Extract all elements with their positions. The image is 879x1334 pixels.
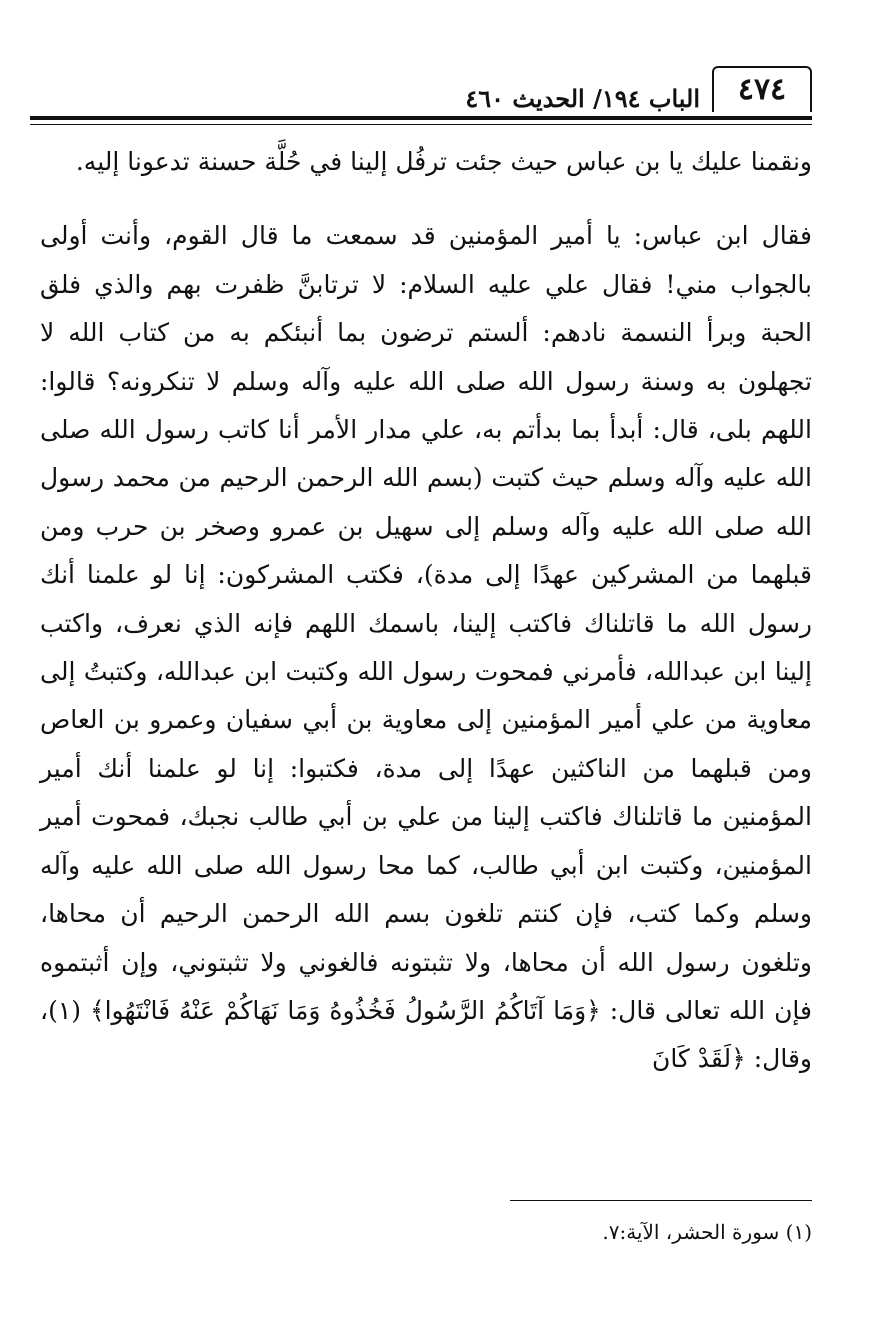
header-rule-thin: [30, 124, 812, 125]
header-rule-thick: [30, 116, 812, 120]
running-title: الباب ١٩٤/ الحديث ٤٦٠: [465, 84, 700, 113]
footnote-rule: [510, 1200, 812, 1201]
footnote: (١) سورة الحشر، الآية:٧.: [602, 1220, 812, 1244]
body-text: [40, 138, 812, 1084]
page-header: [30, 58, 812, 116]
page-number: ٤٧٤: [712, 66, 812, 112]
paragraph-2: فقال ابن عباس: يا أمير المؤمنين قد سمعت ما قال القوم، وأنت أولى بالجواب مني! فقال علي عليه السلام: لا ترتابنَّ ظفرت بهم والذي فلق الحبة وبرأ النسمة نادهم: ألستم ترضون بما أنبئكم به من كتاب الله لا تجهلون به وسنة رسول الله صلى الله عليه وآله وسلم لا تنكرونه؟ قالوا: اللهم بلى، قال: أبدأ بما بدأتم به، علي مدار الأمر أنا كاتب رسول الله صلى الله عليه وآله وسلم حيث كتبت (بسم الله الرحمن الرحيم من محمد رسول الله صلى الله عليه وآله وسلم إلى سهيل بن عمرو وصخر بن حرب ومن قبلهما من المشركين عهدًا إلى مدة)، فكتب المشركون: إنا لو علمنا أنك رسول الله ما قاتلناك فاكتب إلينا، باسمك اللهم فإنه الذي نعرف، واكتب إلينا ابن عبدالله، فأمرني فمحوت رسول الله وكتبت ابن عبدالله، وكتبتُ إلى معاوية من علي أمير المؤمنين إلى معاوية بن أبي سفيان وعمرو بن العاص ومن قبلهما من الناكثين عهدًا إلى مدة، فكتبوا: إنا لو علمنا أنك أمير المؤمنين ما قاتلناك فاكتب إلينا من علي بن أبي طالب نجبك، فمحوت أمير المؤمنين، وكتبت ابن أبي طالب، كما محا رسول الله صلى الله عليه وآله وسلم وكما كتب، فإن كنتم تلغون بسم الله الرحمن الرحيم أن محاها، وتلغون رسول الله أن محاها، ولا تثبتونه فالغوني ولا تثبتوني، وإن أثبتموه فإن الله تعالى قال: ﴿وَمَا آتَاكُمُ الرَّسُولُ فَخُذُوهُ وَمَا نَهَاكُمْ عَنْهُ فَانْتَهُوا﴾ (١)، وقال: ﴿لَقَدْ كَانَ: [40, 221, 812, 1074]
paragraph-gap: [40, 186, 812, 212]
paragraph-1: ونقمنا عليك يا بن عباس حيث جئت ترفُل إلينا في حُلَّة حسنة تدعونا إليه.: [75, 147, 812, 176]
